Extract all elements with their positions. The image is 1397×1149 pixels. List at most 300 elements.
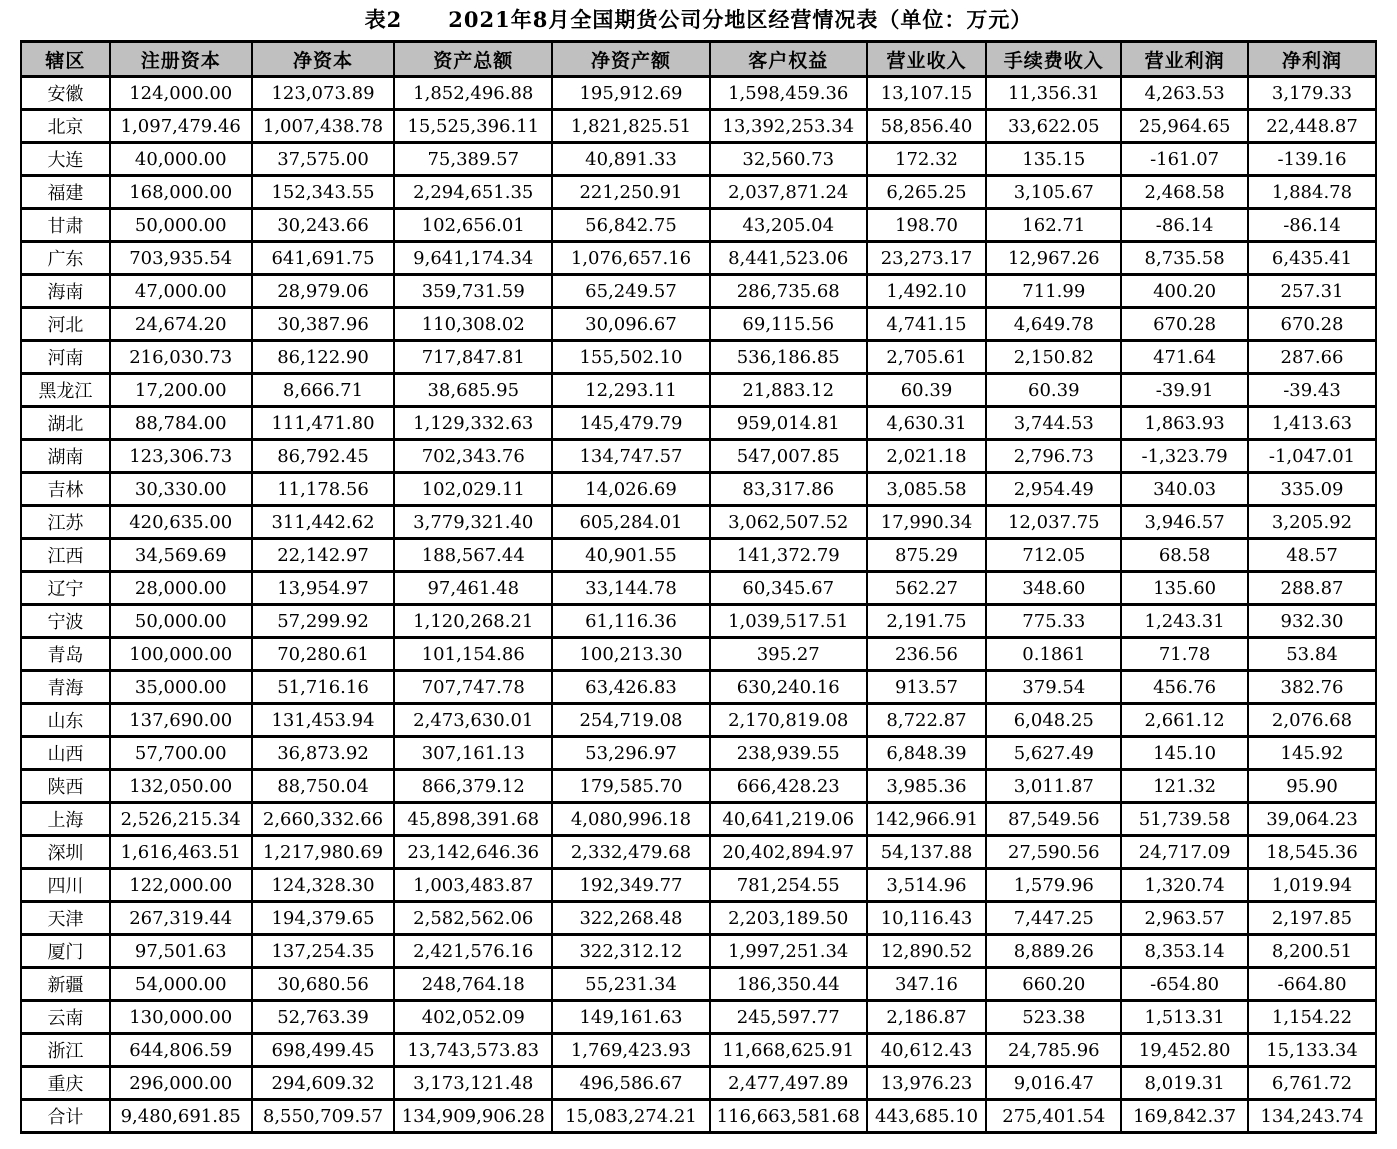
value-cell: 38,685.95 xyxy=(394,374,552,407)
value-cell: 186,350.44 xyxy=(710,968,867,1001)
value-cell: 248,764.18 xyxy=(394,968,552,1001)
value-cell: 1,243.31 xyxy=(1121,605,1248,638)
value-cell: 12,890.52 xyxy=(867,935,987,968)
value-cell: 216,030.73 xyxy=(110,341,252,374)
region-cell: 河南 xyxy=(21,341,110,374)
value-cell: 707,747.78 xyxy=(394,671,552,704)
value-cell: 1,039,517.51 xyxy=(710,605,867,638)
value-cell: 3,946.57 xyxy=(1121,506,1248,539)
value-cell: 644,806.59 xyxy=(110,1034,252,1067)
value-cell: 162.71 xyxy=(986,209,1121,242)
value-cell: 4,741.15 xyxy=(867,308,987,341)
value-cell: 32,560.73 xyxy=(710,143,867,176)
region-cell: 辽宁 xyxy=(21,572,110,605)
value-cell: 179,585.70 xyxy=(552,770,710,803)
value-cell: 670.28 xyxy=(1248,308,1376,341)
value-cell: 61,116.36 xyxy=(552,605,710,638)
value-cell: 132,050.00 xyxy=(110,770,252,803)
value-cell: 496,586.67 xyxy=(552,1067,710,1100)
region-cell: 吉林 xyxy=(21,473,110,506)
value-cell: 1,076,657.16 xyxy=(552,242,710,275)
value-cell: 51,739.58 xyxy=(1121,803,1248,836)
region-cell: 陕西 xyxy=(21,770,110,803)
header-cell: 净利润 xyxy=(1248,42,1376,77)
value-cell: 2,473,630.01 xyxy=(394,704,552,737)
value-cell: 0.1861 xyxy=(986,638,1121,671)
value-cell: 1,120,268.21 xyxy=(394,605,552,638)
table-row xyxy=(21,770,1376,803)
value-cell: 400.20 xyxy=(1121,275,1248,308)
region-cell: 湖北 xyxy=(21,407,110,440)
value-cell: 24,785.96 xyxy=(986,1034,1121,1067)
value-cell: 1,579.96 xyxy=(986,869,1121,902)
value-cell: 1,154.22 xyxy=(1248,1001,1376,1034)
value-cell: 11,668,625.91 xyxy=(710,1034,867,1067)
value-cell: 58,856.40 xyxy=(867,110,987,143)
value-cell: 1,019.94 xyxy=(1248,869,1376,902)
value-cell: 8,889.26 xyxy=(986,935,1121,968)
value-cell: 8,666.71 xyxy=(252,374,395,407)
value-cell: 3,085.58 xyxy=(867,473,987,506)
value-cell: 781,254.55 xyxy=(710,869,867,902)
table-row xyxy=(21,473,1376,506)
value-cell: 641,691.75 xyxy=(252,242,395,275)
value-cell: 57,700.00 xyxy=(110,737,252,770)
value-cell: 1,852,496.88 xyxy=(394,77,552,110)
value-cell: 22,142.97 xyxy=(252,539,395,572)
value-cell: 63,426.83 xyxy=(552,671,710,704)
value-cell: 172.32 xyxy=(867,143,987,176)
value-cell: 4,630.31 xyxy=(867,407,987,440)
table-row xyxy=(21,572,1376,605)
value-cell: 702,343.76 xyxy=(394,440,552,473)
value-cell: 2,186.87 xyxy=(867,1001,987,1034)
value-cell: 100,213.30 xyxy=(552,638,710,671)
value-cell: 670.28 xyxy=(1121,308,1248,341)
value-cell: 28,000.00 xyxy=(110,572,252,605)
value-cell: 13,743,573.83 xyxy=(394,1034,552,1067)
value-cell: 37,575.00 xyxy=(252,143,395,176)
value-cell: 194,379.65 xyxy=(252,902,395,935)
value-cell: 47,000.00 xyxy=(110,275,252,308)
value-cell: 3,179.33 xyxy=(1248,77,1376,110)
region-cell: 宁波 xyxy=(21,605,110,638)
value-cell: -1,323.79 xyxy=(1121,440,1248,473)
region-cell: 湖南 xyxy=(21,440,110,473)
value-cell: 913.57 xyxy=(867,671,987,704)
table-row xyxy=(21,176,1376,209)
table-row xyxy=(21,1100,1376,1133)
value-cell: 6,265.25 xyxy=(867,176,987,209)
value-cell: 116,663,581.68 xyxy=(710,1100,867,1133)
region-cell: 青海 xyxy=(21,671,110,704)
header-cell: 辖区 xyxy=(21,42,110,77)
value-cell: 40,891.33 xyxy=(552,143,710,176)
value-cell: 1,997,251.34 xyxy=(710,935,867,968)
value-cell: 1,598,459.36 xyxy=(710,77,867,110)
value-cell: 155,502.10 xyxy=(552,341,710,374)
region-cell: 上海 xyxy=(21,803,110,836)
value-cell: 717,847.81 xyxy=(394,341,552,374)
value-cell: 8,735.58 xyxy=(1121,242,1248,275)
table-row xyxy=(21,242,1376,275)
value-cell: 15,083,274.21 xyxy=(552,1100,710,1133)
value-cell: 135.60 xyxy=(1121,572,1248,605)
value-cell: 40,901.55 xyxy=(552,539,710,572)
value-cell: 122,000.00 xyxy=(110,869,252,902)
region-cell: 海南 xyxy=(21,275,110,308)
value-cell: 11,178.56 xyxy=(252,473,395,506)
value-cell: 123,306.73 xyxy=(110,440,252,473)
value-cell: 102,029.11 xyxy=(394,473,552,506)
value-cell: 456.76 xyxy=(1121,671,1248,704)
value-cell: 2,796.73 xyxy=(986,440,1121,473)
value-cell: 7,447.25 xyxy=(986,902,1121,935)
value-cell: 536,186.85 xyxy=(710,341,867,374)
region-cell: 江西 xyxy=(21,539,110,572)
value-cell: 149,161.63 xyxy=(552,1001,710,1034)
table-row xyxy=(21,803,1376,836)
header-cell: 营业收入 xyxy=(867,42,987,77)
value-cell: 8,550,709.57 xyxy=(252,1100,395,1133)
header-cell: 营业利润 xyxy=(1121,42,1248,77)
value-cell: 15,133.34 xyxy=(1248,1034,1376,1067)
value-cell: 36,873.92 xyxy=(252,737,395,770)
value-cell: 19,452.80 xyxy=(1121,1034,1248,1067)
value-cell: 50,000.00 xyxy=(110,209,252,242)
value-cell: 712.05 xyxy=(986,539,1121,572)
value-cell: 347.16 xyxy=(867,968,987,1001)
value-cell: 245,597.77 xyxy=(710,1001,867,1034)
value-cell: 420,635.00 xyxy=(110,506,252,539)
table-row xyxy=(21,935,1376,968)
value-cell: 2,477,497.89 xyxy=(710,1067,867,1100)
value-cell: 192,349.77 xyxy=(552,869,710,902)
header-row xyxy=(21,42,1376,77)
value-cell: 12,967.26 xyxy=(986,242,1121,275)
value-cell: 4,080,996.18 xyxy=(552,803,710,836)
value-cell: 12,293.11 xyxy=(552,374,710,407)
value-cell: 2,705.61 xyxy=(867,341,987,374)
value-cell: 359,731.59 xyxy=(394,275,552,308)
value-cell: 236.56 xyxy=(867,638,987,671)
value-cell: 134,909,906.28 xyxy=(394,1100,552,1133)
table-row xyxy=(21,704,1376,737)
value-cell: 54,000.00 xyxy=(110,968,252,1001)
value-cell: 1,513.31 xyxy=(1121,1001,1248,1034)
value-cell: 5,627.49 xyxy=(986,737,1121,770)
value-cell: 2,150.82 xyxy=(986,341,1121,374)
header-cell: 净资本 xyxy=(252,42,395,77)
value-cell: -39.91 xyxy=(1121,374,1248,407)
value-cell: 39,064.23 xyxy=(1248,803,1376,836)
value-cell: 1,007,438.78 xyxy=(252,110,395,143)
table-body xyxy=(21,77,1376,1133)
value-cell: 168,000.00 xyxy=(110,176,252,209)
value-cell: 75,389.57 xyxy=(394,143,552,176)
value-cell: 8,441,523.06 xyxy=(710,242,867,275)
value-cell: 111,471.80 xyxy=(252,407,395,440)
value-cell: 12,037.75 xyxy=(986,506,1121,539)
region-cell: 四川 xyxy=(21,869,110,902)
value-cell: 134,747.57 xyxy=(552,440,710,473)
value-cell: 95.90 xyxy=(1248,770,1376,803)
value-cell: 379.54 xyxy=(986,671,1121,704)
value-cell: 562.27 xyxy=(867,572,987,605)
value-cell: 288.87 xyxy=(1248,572,1376,605)
value-cell: 267,319.44 xyxy=(110,902,252,935)
value-cell: 1,821,825.51 xyxy=(552,110,710,143)
region-cell: 河北 xyxy=(21,308,110,341)
value-cell: 875.29 xyxy=(867,539,987,572)
value-cell: 395.27 xyxy=(710,638,867,671)
value-cell: 22,448.87 xyxy=(1248,110,1376,143)
value-cell: 1,129,332.63 xyxy=(394,407,552,440)
table-row xyxy=(21,374,1376,407)
value-cell: 17,200.00 xyxy=(110,374,252,407)
value-cell: 135.15 xyxy=(986,143,1121,176)
table-row xyxy=(21,209,1376,242)
value-cell: 23,273.17 xyxy=(867,242,987,275)
value-cell: 124,328.30 xyxy=(252,869,395,902)
value-cell: 131,453.94 xyxy=(252,704,395,737)
value-cell: 348.60 xyxy=(986,572,1121,605)
value-cell: 2,421,576.16 xyxy=(394,935,552,968)
value-cell: 28,979.06 xyxy=(252,275,395,308)
value-cell: 145.10 xyxy=(1121,737,1248,770)
value-cell: 8,353.14 xyxy=(1121,935,1248,968)
value-cell: 3,062,507.52 xyxy=(710,506,867,539)
value-cell: 152,343.55 xyxy=(252,176,395,209)
value-cell: 2,660,332.66 xyxy=(252,803,395,836)
value-cell: 35,000.00 xyxy=(110,671,252,704)
value-cell: 97,501.63 xyxy=(110,935,252,968)
value-cell: 97,461.48 xyxy=(394,572,552,605)
value-cell: 121.32 xyxy=(1121,770,1248,803)
value-cell: 13,392,253.34 xyxy=(710,110,867,143)
value-cell: 141,372.79 xyxy=(710,539,867,572)
value-cell: 1,769,423.93 xyxy=(552,1034,710,1067)
value-cell: 2,661.12 xyxy=(1121,704,1248,737)
value-cell: 8,200.51 xyxy=(1248,935,1376,968)
value-cell: 30,387.96 xyxy=(252,308,395,341)
value-cell: 83,317.86 xyxy=(710,473,867,506)
value-cell: 101,154.86 xyxy=(394,638,552,671)
value-cell: 1,863.93 xyxy=(1121,407,1248,440)
value-cell: 100,000.00 xyxy=(110,638,252,671)
value-cell: 48.57 xyxy=(1248,539,1376,572)
value-cell: 123,073.89 xyxy=(252,77,395,110)
value-cell: 1,217,980.69 xyxy=(252,836,395,869)
value-cell: 188,567.44 xyxy=(394,539,552,572)
value-cell: 30,243.66 xyxy=(252,209,395,242)
value-cell: 137,690.00 xyxy=(110,704,252,737)
value-cell: 88,784.00 xyxy=(110,407,252,440)
value-cell: 21,883.12 xyxy=(710,374,867,407)
value-cell: 25,964.65 xyxy=(1121,110,1248,143)
value-cell: 3,744.53 xyxy=(986,407,1121,440)
table-row xyxy=(21,440,1376,473)
value-cell: 698,499.45 xyxy=(252,1034,395,1067)
value-cell: 9,016.47 xyxy=(986,1067,1121,1100)
value-cell: 523.38 xyxy=(986,1001,1121,1034)
value-cell: 30,096.67 xyxy=(552,308,710,341)
value-cell: -86.14 xyxy=(1248,209,1376,242)
region-cell: 广东 xyxy=(21,242,110,275)
table-row xyxy=(21,836,1376,869)
value-cell: 2,294,651.35 xyxy=(394,176,552,209)
value-cell: 17,990.34 xyxy=(867,506,987,539)
value-cell: 296,000.00 xyxy=(110,1067,252,1100)
header-cell: 注册资本 xyxy=(110,42,252,77)
table-row xyxy=(21,671,1376,704)
value-cell: 60.39 xyxy=(986,374,1121,407)
value-cell: 15,525,396.11 xyxy=(394,110,552,143)
table-row xyxy=(21,737,1376,770)
value-cell: 30,330.00 xyxy=(110,473,252,506)
value-cell: 4,649.78 xyxy=(986,308,1121,341)
value-cell: 2,191.75 xyxy=(867,605,987,638)
value-cell: -664.80 xyxy=(1248,968,1376,1001)
value-cell: 169,842.37 xyxy=(1121,1100,1248,1133)
value-cell: 8,019.31 xyxy=(1121,1067,1248,1100)
region-cell: 天津 xyxy=(21,902,110,935)
table-row xyxy=(21,869,1376,902)
region-cell: 新疆 xyxy=(21,968,110,1001)
value-cell: 221,250.91 xyxy=(552,176,710,209)
value-cell: 1,616,463.51 xyxy=(110,836,252,869)
value-cell: 70,280.61 xyxy=(252,638,395,671)
value-cell: 286,735.68 xyxy=(710,275,867,308)
value-cell: 195,912.69 xyxy=(552,77,710,110)
value-cell: 6,048.25 xyxy=(986,704,1121,737)
value-cell: 51,716.16 xyxy=(252,671,395,704)
value-cell: 13,976.23 xyxy=(867,1067,987,1100)
region-cell: 大连 xyxy=(21,143,110,176)
value-cell: 335.09 xyxy=(1248,473,1376,506)
value-cell: -39.43 xyxy=(1248,374,1376,407)
value-cell: 30,680.56 xyxy=(252,968,395,1001)
value-cell: 40,641,219.06 xyxy=(710,803,867,836)
value-cell: 3,985.36 xyxy=(867,770,987,803)
value-cell: 137,254.35 xyxy=(252,935,395,968)
value-cell: 11,356.31 xyxy=(986,77,1121,110)
table-row xyxy=(21,968,1376,1001)
table-row xyxy=(21,77,1376,110)
value-cell: 27,590.56 xyxy=(986,836,1121,869)
value-cell: 3,205.92 xyxy=(1248,506,1376,539)
region-cell: 北京 xyxy=(21,110,110,143)
value-cell: 33,144.78 xyxy=(552,572,710,605)
value-cell: 60.39 xyxy=(867,374,987,407)
region-cell: 青岛 xyxy=(21,638,110,671)
value-cell: 2,963.57 xyxy=(1121,902,1248,935)
header-cell: 资产总额 xyxy=(394,42,552,77)
value-cell: 703,935.54 xyxy=(110,242,252,275)
value-cell: 145,479.79 xyxy=(552,407,710,440)
value-cell: 257.31 xyxy=(1248,275,1376,308)
value-cell: 322,312.12 xyxy=(552,935,710,968)
value-cell: 3,173,121.48 xyxy=(394,1067,552,1100)
region-cell: 山东 xyxy=(21,704,110,737)
value-cell: 1,492.10 xyxy=(867,275,987,308)
value-cell: 2,197.85 xyxy=(1248,902,1376,935)
value-cell: 13,107.15 xyxy=(867,77,987,110)
region-cell: 浙江 xyxy=(21,1034,110,1067)
value-cell: 340.03 xyxy=(1121,473,1248,506)
table-row xyxy=(21,638,1376,671)
value-cell: 959,014.81 xyxy=(710,407,867,440)
value-cell: 287.66 xyxy=(1248,341,1376,374)
value-cell: 294,609.32 xyxy=(252,1067,395,1100)
region-cell: 云南 xyxy=(21,1001,110,1034)
value-cell: 13,954.97 xyxy=(252,572,395,605)
value-cell: 134,243.74 xyxy=(1248,1100,1376,1133)
value-cell: -139.16 xyxy=(1248,143,1376,176)
table-row xyxy=(21,506,1376,539)
value-cell: 666,428.23 xyxy=(710,770,867,803)
value-cell: 238,939.55 xyxy=(710,737,867,770)
value-cell: -86.14 xyxy=(1121,209,1248,242)
value-cell: 43,205.04 xyxy=(710,209,867,242)
region-cell: 合计 xyxy=(21,1100,110,1133)
value-cell: 56,842.75 xyxy=(552,209,710,242)
region-cell: 厦门 xyxy=(21,935,110,968)
value-cell: 53.84 xyxy=(1248,638,1376,671)
value-cell: 52,763.39 xyxy=(252,1001,395,1034)
header-cell: 客户权益 xyxy=(710,42,867,77)
table-row xyxy=(21,1001,1376,1034)
table-row xyxy=(21,275,1376,308)
value-cell: 547,007.85 xyxy=(710,440,867,473)
value-cell: 402,052.09 xyxy=(394,1001,552,1034)
value-cell: 2,203,189.50 xyxy=(710,902,867,935)
value-cell: 130,000.00 xyxy=(110,1001,252,1034)
value-cell: 2,076.68 xyxy=(1248,704,1376,737)
value-cell: 40,612.43 xyxy=(867,1034,987,1067)
region-cell: 深圳 xyxy=(21,836,110,869)
value-cell: 145.92 xyxy=(1248,737,1376,770)
value-cell: 2,582,562.06 xyxy=(394,902,552,935)
value-cell: 68.58 xyxy=(1121,539,1248,572)
value-cell: 86,792.45 xyxy=(252,440,395,473)
value-cell: 932.30 xyxy=(1248,605,1376,638)
value-cell: 322,268.48 xyxy=(552,902,710,935)
value-cell: 33,622.05 xyxy=(986,110,1121,143)
value-cell: 630,240.16 xyxy=(710,671,867,704)
value-cell: 1,003,483.87 xyxy=(394,869,552,902)
region-cell: 甘肃 xyxy=(21,209,110,242)
header-cell: 手续费收入 xyxy=(986,42,1121,77)
value-cell: 6,435.41 xyxy=(1248,242,1376,275)
value-cell: -1,047.01 xyxy=(1248,440,1376,473)
value-cell: 1,413.63 xyxy=(1248,407,1376,440)
table-title-text: 2021年8月全国期货公司分地区经营情况表（单位：万元） xyxy=(448,7,1033,32)
value-cell: 1,884.78 xyxy=(1248,176,1376,209)
table-row xyxy=(21,407,1376,440)
region-cell: 福建 xyxy=(21,176,110,209)
value-cell: 53,296.97 xyxy=(552,737,710,770)
region-cell: 重庆 xyxy=(21,1067,110,1100)
value-cell: 254,719.08 xyxy=(552,704,710,737)
value-cell: -654.80 xyxy=(1121,968,1248,1001)
value-cell: 2,526,215.34 xyxy=(110,803,252,836)
value-cell: 198.70 xyxy=(867,209,987,242)
value-cell: 55,231.34 xyxy=(552,968,710,1001)
table-row xyxy=(21,539,1376,572)
value-cell: 88,750.04 xyxy=(252,770,395,803)
table-number-label: 表2 xyxy=(364,7,403,32)
